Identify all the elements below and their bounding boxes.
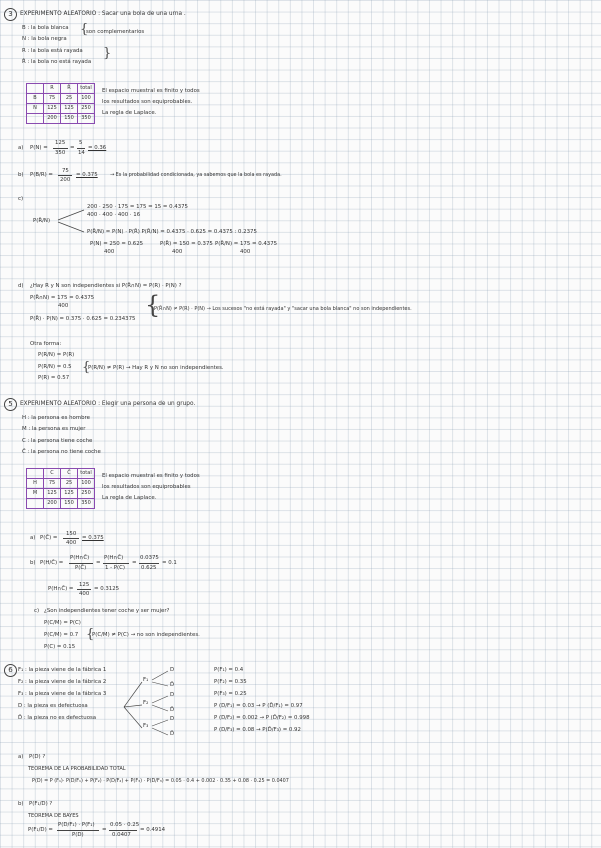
ex6-b-method: TEOREMA DE BAYES (28, 813, 79, 819)
ex5-note-1: El espacio muestral es finito y todos (102, 473, 200, 479)
ex5-b2-num: 125 (79, 582, 90, 588)
ex3-b-result: = 0.375 (76, 172, 98, 178)
ex3-def-1: B : la bola blanca (22, 25, 69, 31)
ex6-def-5: D̄ : la pieza no es defectuosa (18, 715, 97, 721)
exercise-5-number: 5 (4, 398, 17, 411)
ex6-b-f1-num: P(D/F₁) · P(F₁) (58, 822, 95, 828)
ex6-b-label: b) (18, 801, 24, 807)
ex3-c-top: 200 · 250 · 175 = 175 = 15 = 0.4375 (87, 204, 188, 210)
ex3-note-2: los resultados son equiprobables. (102, 99, 193, 105)
ex3-contingency-table: R R̄ total B 75 25 100 N 125 125 250 200 150 350 (26, 83, 95, 124)
ex5-note-3: La regla de Laplace. (102, 495, 157, 501)
ex6-tree-leaf-4: D̄ (170, 707, 175, 713)
ex3-def-2: N : la bola negra (22, 36, 67, 42)
ex5-header: EXPERIMENTO ALEATORIO : Elegir una persona de un grupo. (20, 401, 196, 407)
ex5-b-label: b) (30, 560, 36, 566)
ex6-b-result: = 0.4914 (140, 827, 166, 833)
ex3-a-result: = 0.36 (88, 145, 107, 151)
ex6-def-4: D : la pieza es defectuosa (18, 703, 88, 709)
ex3-brace-2: } (103, 46, 112, 61)
ex3-def-3: R : la bola está rayada (22, 48, 83, 54)
ex3-c-value-1: P(N) = 250 = 0.625 (90, 241, 144, 247)
ex6-tree-leaf-6: D̄ (170, 731, 175, 737)
ex5-a-num: 150 (66, 531, 77, 537)
ex3-brace: { (80, 22, 89, 37)
ex5-c-note: P(C/M) ≠ P(C) → no son independientes. (92, 632, 200, 638)
ex5-b-f3-num: 0.0375 (140, 555, 159, 561)
ex6-def-3: F₃ : la pieza viene de la fábrica 3 (18, 691, 107, 697)
ex3-a-num2: 5 (79, 140, 83, 146)
ex3-d-brace: { (145, 291, 161, 319)
ex5-def-2: M : la persona es mujer (22, 426, 86, 432)
ex5-def-1: H : la persona es hombre (22, 415, 90, 421)
ex3-def-4: R̄ : la bola no está rayada (22, 59, 92, 65)
ex3-note-1: El espacio muestral es finito y todos (102, 88, 200, 94)
ex3-b-den: 200 (60, 177, 71, 183)
ex5-b-f1-num: P(H∩C̄) (70, 555, 90, 561)
ex5-b-f2-den: 1 - P(C) (105, 565, 126, 571)
ex3-other-title: Otra forma: (30, 341, 62, 347)
ex6-prob-4: P (D/F₁) = 0.03 → P (D̄/F₁) = 0.97 (214, 703, 303, 709)
ex3-c-top-den: 400 · 400 · 400 · 16 (87, 212, 141, 218)
ex6-b-fraction-bar-1 (57, 830, 99, 831)
ex3-c-value-1-den: 400 (104, 249, 115, 255)
ex5-b2-result: = 0.3125 (94, 586, 120, 592)
ex6-b-f1-den: P(D) (72, 832, 84, 838)
ex6-tree-branch-2: F₂ (143, 700, 149, 706)
ex3-a-eq: = (70, 145, 75, 151)
ex6-a-method: TEOREMA DE LA PROBABILIDAD TOTAL (28, 766, 126, 772)
ex3-c-value-3: P(R̄/N) = 175 = 0.4375 (215, 241, 278, 247)
ex3-d-line-1: P(R̄∩N) = 175 = 0.4375 (30, 295, 95, 301)
ex5-a-label: a) (30, 535, 36, 541)
ex3-d-line-1-den: 400 (58, 303, 69, 309)
ex5-c-line-3: P(C) = 0.15 (44, 644, 76, 650)
ex5-b-result: = 0.1 (162, 560, 177, 566)
ex3-b-label: b) (18, 172, 24, 178)
ex5-c-question: ¿Son independientes tener coche y ser mujer? (44, 608, 170, 614)
exercise-3-number: 3 (4, 8, 17, 21)
ex3-other-line-2: P(R/N) = 0.5 (38, 364, 72, 370)
ex5-a-result: = 0.375 (82, 535, 104, 541)
ex3-brace-note: son complementarios (86, 29, 145, 35)
ex6-def-2: F₂ : la pieza viene de la fábrica 2 (18, 679, 107, 685)
ex3-a-label: a) (18, 145, 24, 151)
ex5-b-f3-den: 0.625 (141, 565, 157, 571)
ex6-prob-3: P(F₃) = 0.25 (214, 691, 247, 697)
ex6-prob-6: P (D/F₃) = 0.08 → P(D̄/F₃) = 0.92 (214, 727, 301, 733)
ex5-c-label: c) (34, 608, 40, 614)
ex6-prob-5: P (D/F₂) = 0.002 → P (D̄/F₂) = 0.998 (214, 715, 310, 721)
ex6-tree-leaf-2: D̄ (170, 682, 175, 688)
ex3-c-root: P(R̄/N) (33, 218, 51, 224)
ex6-a-question: P(D) ? (29, 754, 46, 760)
ex3-other-line-1: P(R/N) = P(R) (38, 352, 75, 358)
ex3-b-note: → Es la probabilidad condicionada, ya sabemos que la bola es rayada. (110, 172, 282, 178)
ex6-def-1: F₁ : la pieza viene de la fábrica 1 (18, 667, 107, 673)
ex6-b-fraction-bar-2 (109, 830, 137, 831)
ex3-other-brace: { (82, 360, 91, 375)
ex3-note-3: La regla de Laplace. (102, 110, 157, 116)
ex6-b-f2-den: 0.0407 (112, 832, 131, 838)
ex5-c-line-2: P(C/M) = 0.7 (44, 632, 79, 638)
ex3-c-label: c) (18, 196, 24, 202)
ex3-d-label: d) (18, 283, 24, 289)
ex3-a-den2: 14 (78, 150, 85, 156)
ex3-d-line-2: P(R̄) · P(N) = 0.375 · 0.625 = 0.234375 (30, 316, 136, 322)
ex5-b-lhs: P(H/C̄) = (40, 560, 64, 566)
ex6-a-label: a) (18, 754, 24, 760)
exercise-6-number: 6 (4, 664, 17, 677)
ex6-tree-leaf-3: D (170, 692, 175, 698)
ex5-note-2: los resultados son equiprobables (102, 484, 191, 490)
ex5-b-eq: = (96, 560, 101, 566)
ex3-c-value-2: P(R̄) = 150 = 0.375 (160, 241, 213, 247)
ex5-b-f2-num: P(H∩C̄) (104, 555, 124, 561)
ex6-b-eq: = (102, 827, 107, 833)
ex3-a-den: 350 (55, 150, 66, 156)
ex5-c-line-1: P(C/M) = P(C) (44, 620, 81, 626)
ex5-b2-den: 400 (79, 591, 90, 597)
ex5-def-4: C̄ : la persona no tiene coche (22, 449, 101, 455)
ex5-b-f1-den: P(C̄) (75, 565, 87, 571)
ex5-b-eq-2: = (132, 560, 137, 566)
ex6-b-question: P(F₁/D) ? (29, 801, 53, 807)
ex6-prob-2: P(F₂) = 0.35 (214, 679, 247, 685)
ex3-other-line-3: P(R) = 0.57 (38, 375, 70, 381)
ex6-tree-branch-3: F₃ (143, 723, 149, 729)
ex3-other-note: P(R/N) ≠ P(R) → Hay R y N no son independientes. (88, 365, 224, 371)
ex5-b2-lhs: P(H∩C̄) = (48, 586, 74, 592)
ex5-a-lhs: P(C̄) = (40, 535, 58, 541)
ex3-header: EXPERIMENTO ALEATORIO : Sacar una bola de una urna . (20, 11, 186, 17)
ex5-a-den: 400 (66, 540, 77, 546)
ex3-b-num: 75 (62, 168, 69, 174)
ex5-def-3: C : la persona tiene coche (22, 438, 93, 444)
ex3-d-text: ¿Hay R y N son independientes si P(R̄∩N) = P(R) · P(N) ? (30, 283, 182, 289)
ex3-c-line-1: P(R̄/N) = P(N) · P(R̄) P(R̄/N) = 0.4375 · 0.625 = 0.4375 : 0.2375 (87, 229, 257, 235)
ex3-a-num: 125 (55, 140, 66, 146)
ex6-tree-branch-1: F₁ (143, 677, 149, 683)
ex6-tree-leaf-5: D (170, 716, 175, 722)
ex5-contingency-table: C C̄ total H 75 25 100 M 125 125 250 200 150 350 (26, 468, 95, 509)
ex3-a-lhs: P(N) = (30, 145, 48, 151)
ex6-b-f2-num: 0.05 · 0.25 (110, 822, 140, 828)
ex6-a-formula: P(D) = P (F₁)· P(D/F₁) + P(F₂) · P(D/F₂) + P(F₃) · P(D/F₃) = 0.05 · 0.4 + 0.002 · 0.35 + 0.08 · 0.25 = 0.0407 (32, 778, 289, 784)
ex6-prob-1: P(F₁) = 0.4 (214, 667, 244, 673)
ex5-c-brace: { (86, 627, 95, 642)
ex6-tree-leaf-1: D (170, 667, 175, 673)
ex3-d-conclusion: P(R̄∩N) ≠ P(R) · P(N) → Los sucesos "no está rayada" y "sacar una bola blanca" no son independientes. (154, 306, 412, 312)
ex3-b-lhs: P(B/R) = (30, 172, 53, 178)
ex3-c-value-2-den: 400 (172, 249, 183, 255)
ex6-b-lhs: P(F₁/D) = (28, 827, 53, 833)
ex3-c-value-3-den: 400 (240, 249, 251, 255)
